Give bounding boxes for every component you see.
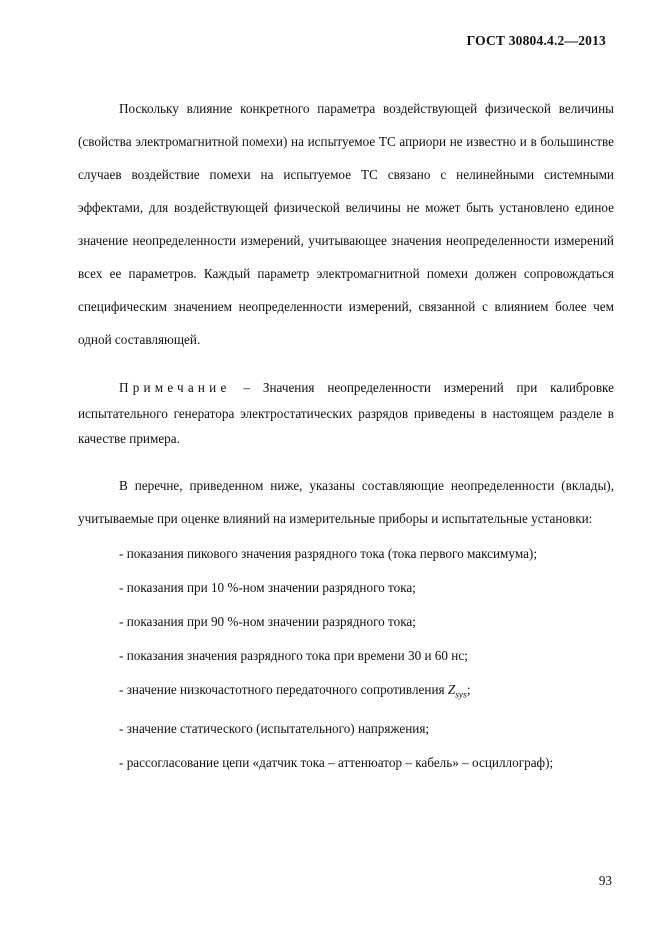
zsys-letter: Z xyxy=(447,681,456,697)
list-item-text: - значение низкочастотного передаточного сопротивления xyxy=(119,681,448,697)
document-header-code: ГОСТ 30804.4.2—2013 xyxy=(466,33,606,48)
list-item-text: - показания при 90 %-ном значении разрядного тока; xyxy=(119,613,416,629)
list-item xyxy=(119,537,614,571)
page-number: 93 xyxy=(598,873,612,888)
list-item-text: - показания при 10 %-ном значении разрядного тока; xyxy=(119,579,416,595)
paragraph-gap xyxy=(78,356,614,375)
paragraph-gap xyxy=(78,452,614,469)
list-item xyxy=(119,673,614,713)
list-item xyxy=(119,746,614,780)
list-item-text: - значение статического (испытательного) напряжения; xyxy=(119,721,430,737)
note-paragraph xyxy=(78,375,614,452)
note-label: Примечание xyxy=(119,380,231,395)
zsys-subscript: sys xyxy=(455,690,467,701)
list-item-text: - показания пикового значения разрядного тока (тока первого максимума); xyxy=(119,545,537,561)
zsys-symbol xyxy=(447,681,467,701)
list-item-text: - показания значения разрядного тока при времени 30 и 60 нс; xyxy=(119,647,468,663)
note-text: – Значения неопределенности измерений при калибровке испытательного генератора электростатических разрядов приведены в настоящем разделе в качестве примера. xyxy=(78,380,614,446)
list-item-text: - рассогласование цепи «датчик тока – аттенюатор – кабель» – осциллограф); xyxy=(119,755,554,771)
list-item xyxy=(119,605,614,639)
uncertainty-components-list xyxy=(78,537,614,781)
document-body xyxy=(78,92,614,780)
paragraph-list-intro: В перечне, приведенном ниже, указаны составляющие неопределенности (вклады), учитываемые при оценке влияний на измерительные приборы и испытательные установки: xyxy=(78,477,614,526)
zsys-suffix: ; xyxy=(466,681,471,697)
paragraph-uncertainty-intro: Поскольку влияние конкретного параметра воздействующей физической величины (свойства электромагнитной помехи) на испытуемое ТС априори не известно и в большинстве случаев воздействие помехи на испытуемое ТС связано с нелинейными системными эффектами, для воздействующей физической величины не может быть установлено единое значение неопределенности измерений, учитывающее значения неопределенности измерений всех ее параметров. Каждый параметр электромагнитной помехи должен сопровождаться специфическим значением неопределенности измерений, связанной с влиянием более чем одной составляющей. xyxy=(78,101,614,347)
list-item xyxy=(119,639,614,673)
list-item xyxy=(119,571,614,605)
list-item xyxy=(119,712,614,746)
